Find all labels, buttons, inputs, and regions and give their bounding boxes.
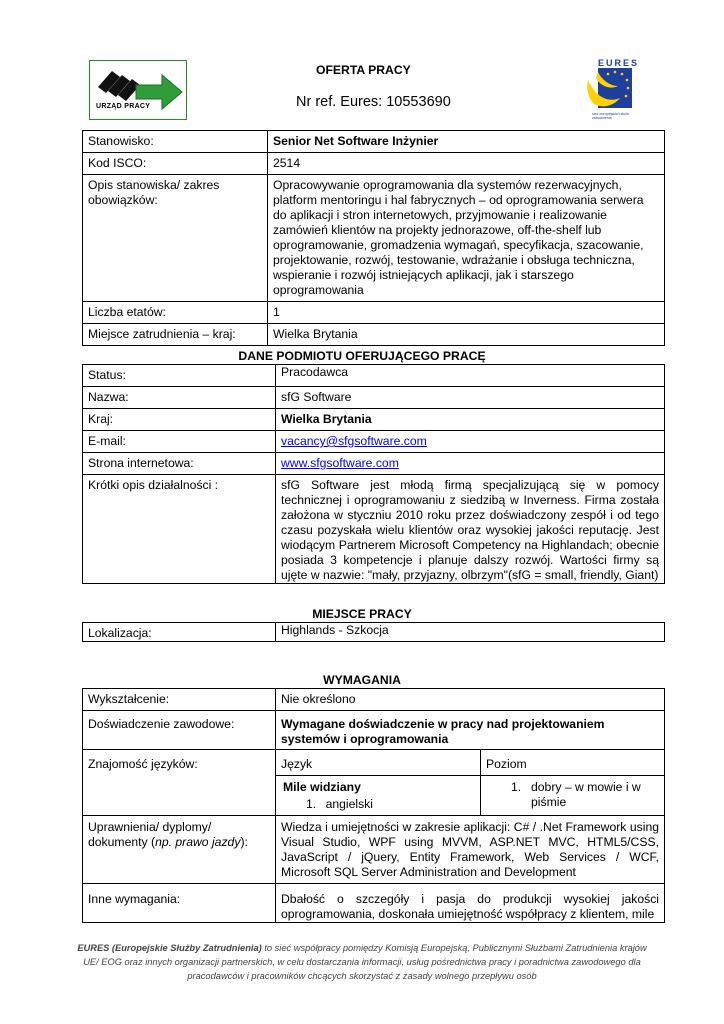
table-row — [83, 689, 665, 711]
experience-value: Wymagane doświadczenie w pracy nad projektowaniem systemów i oprogramowania — [276, 711, 665, 750]
job-description-value: Opracowywanie oprogramowania dla systemów rezerwacyjnych, platform mentoringu i hal fabrycznych – od oprogramowania serwera do aplikacji i stron internetowych, przyjmowanie i realizowanie zamówień klientów na projekty jednorazowe, off-the-shelf lub oprogramowanie, gromadzenia wymagań, specyfikacja, szacowanie, projektowanie, rozwój, testowanie, wdrażanie i obsługa techniczna, wspieranie i rozwój istniejących aplikacji, jak i starszego oprogramowania — [268, 175, 665, 302]
table-row — [83, 131, 665, 153]
language-item-number: 1. — [306, 797, 317, 811]
email-label: E-mail: — [83, 431, 276, 453]
company-country-label: Kraj: — [83, 409, 276, 431]
table-row — [83, 475, 665, 584]
website-label: Strona internetowa: — [83, 453, 276, 475]
job-position-label: Stanowisko: — [83, 131, 268, 153]
isco-code-label: Kod ISCO: — [83, 153, 268, 175]
permits-label-end: ): — [240, 835, 248, 849]
table-row — [83, 623, 665, 642]
table-row — [83, 387, 665, 409]
languages-label: Znajomość języków: — [83, 750, 276, 816]
workplace-table — [82, 622, 665, 642]
status-value: Pracodawca — [276, 365, 665, 387]
eures-logo-text: EURES — [598, 58, 640, 68]
table-row — [83, 324, 665, 346]
language-group: Mile widziany — [283, 780, 361, 794]
table-row — [83, 431, 665, 453]
status-label-text: Status: — [88, 368, 126, 382]
job-position-value: Senior Net Software Inżynier — [268, 131, 665, 153]
positions-count-label: Liczba etatów: — [83, 302, 268, 324]
page-footer — [70, 941, 654, 983]
level-item-number: 1. — [511, 780, 522, 794]
language-column-header: Język — [276, 750, 481, 776]
language-item: angielski — [325, 797, 373, 811]
job-table — [82, 130, 665, 346]
workplace-section-heading: MIEJSCE PRACY — [312, 607, 412, 621]
urzad-pracy-logo — [89, 60, 187, 120]
footer-bold: EURES (Europejskie Służby Zatrudnienia) — [77, 943, 262, 953]
page-title: OFERTA PRACY — [316, 63, 411, 77]
location-label — [83, 623, 276, 642]
company-description-label: Krótki opis działalności : — [83, 475, 276, 584]
positions-count-value: 1 — [268, 302, 665, 324]
other-requirements-value: Dbałość o szczegóły i pasja do produkcji wysokiej jakości oprogramowania, doskonała umiejętność współpracy z klientem, mile — [276, 884, 665, 923]
language-cell — [276, 776, 481, 816]
table-row — [83, 711, 665, 750]
table-row — [83, 453, 665, 475]
permits-label — [83, 816, 276, 884]
permits-label-text: Uprawnienia/ dyplomy/ dokumenty ( — [88, 820, 212, 849]
reference-number: Nr ref. Eures: 10553690 — [296, 94, 451, 110]
urzad-pracy-logo-graphic — [90, 61, 186, 119]
education-value: Nie określono — [276, 689, 665, 711]
list-item — [511, 780, 659, 810]
work-country-label: Miejsce zatrudnienia – kraj: — [83, 324, 268, 346]
status-label — [83, 365, 276, 387]
list-item — [306, 797, 475, 812]
permits-value: Wiedza i umiejętności w zakresie aplikacji: C# / .Net Framework using Visual Studio, WPF using MVVM, ASP.NET MVC, HTML5/CSS, JavaScript / jQuery, Entity Framework, Web Services / WCF, Microsoft SQL Server Administration and Development — [276, 816, 665, 884]
company-description-value: sfG Software jest młodą firmą specjalizującą się w pomocy technicznej i oprogramowaniu z siedzibą w Inverness. Firma została założona w styczniu 2010 roku przez doświadczony zespół i od tego czasu pozyskała wielu klientów oraz wysokiej jakości reputację. Jest wiodącym Partnerem Microsoft Competency na Highlandach; obecnie posiada 3 kompetencje i planuje dalszy rozwój. Wartości firmy są ujęte w nazwie: "mały, przyjazny, olbrzym"(sfG = small, friendly, Giant) — [276, 475, 665, 584]
level-column-header: Poziom — [481, 750, 665, 776]
website-cell — [276, 453, 665, 475]
table-row — [83, 153, 665, 175]
experience-label: Doświadczenie zawodowe: — [83, 711, 276, 750]
email-link[interactable]: vacancy@sfgsoftware.com — [281, 434, 427, 448]
email-cell — [276, 431, 665, 453]
table-row — [83, 365, 665, 387]
website-link[interactable]: www.sfgsoftware.com — [281, 456, 399, 470]
employer-section-heading: DANE PODMIOTU OFERUJĄCEGO PRACĘ — [238, 349, 486, 363]
table-row — [83, 302, 665, 324]
permits-label-example: np. prawo jazdy — [155, 835, 241, 849]
other-requirements-label: Inne wymagania: — [83, 884, 276, 923]
table-row — [83, 750, 665, 776]
job-description-label: Opis stanowiska/ zakres obowiązków: — [83, 175, 268, 302]
employer-table — [82, 364, 665, 584]
location-label-text: Lokalizacja: — [88, 626, 152, 640]
work-country-value: Wielka Brytania — [268, 324, 665, 346]
level-cell — [481, 776, 665, 816]
requirements-section-heading: WYMAGANIA — [323, 673, 401, 687]
table-row — [83, 884, 665, 923]
company-name-label: Nazwa: — [83, 387, 276, 409]
isco-code-value: 2514 — [268, 153, 665, 175]
table-row — [83, 175, 665, 302]
table-row — [83, 409, 665, 431]
level-item: dobry – w mowie i w piśmie — [531, 780, 641, 809]
location-value: Highlands - Szkocja — [276, 623, 665, 642]
eures-logo-caption: sieć europejskich służb zatrudnienia — [592, 112, 629, 120]
company-country-value: Wielka Brytania — [276, 409, 665, 431]
table-row — [83, 816, 665, 884]
requirements-table — [82, 688, 665, 923]
company-name-value: sfG Software — [276, 387, 665, 409]
eures-logo — [584, 58, 640, 124]
urzad-pracy-logo-text: URZĄD PRACY — [96, 103, 151, 110]
education-label: Wykształcenie: — [83, 689, 276, 711]
footer-text: to sieć współpracy pomiędzy Komisją Europejską, Publicznymi Służbami Zatrudnienia krajów UE/ EOG oraz innych organizacji partnerskich, w celu dostarczania informacji, usług pośrednictwa pracy i poradnictwa zawodowego dla pracodawców i pracowników chcących skorzystać z zasady wolnego przepływu osób — [83, 943, 647, 981]
